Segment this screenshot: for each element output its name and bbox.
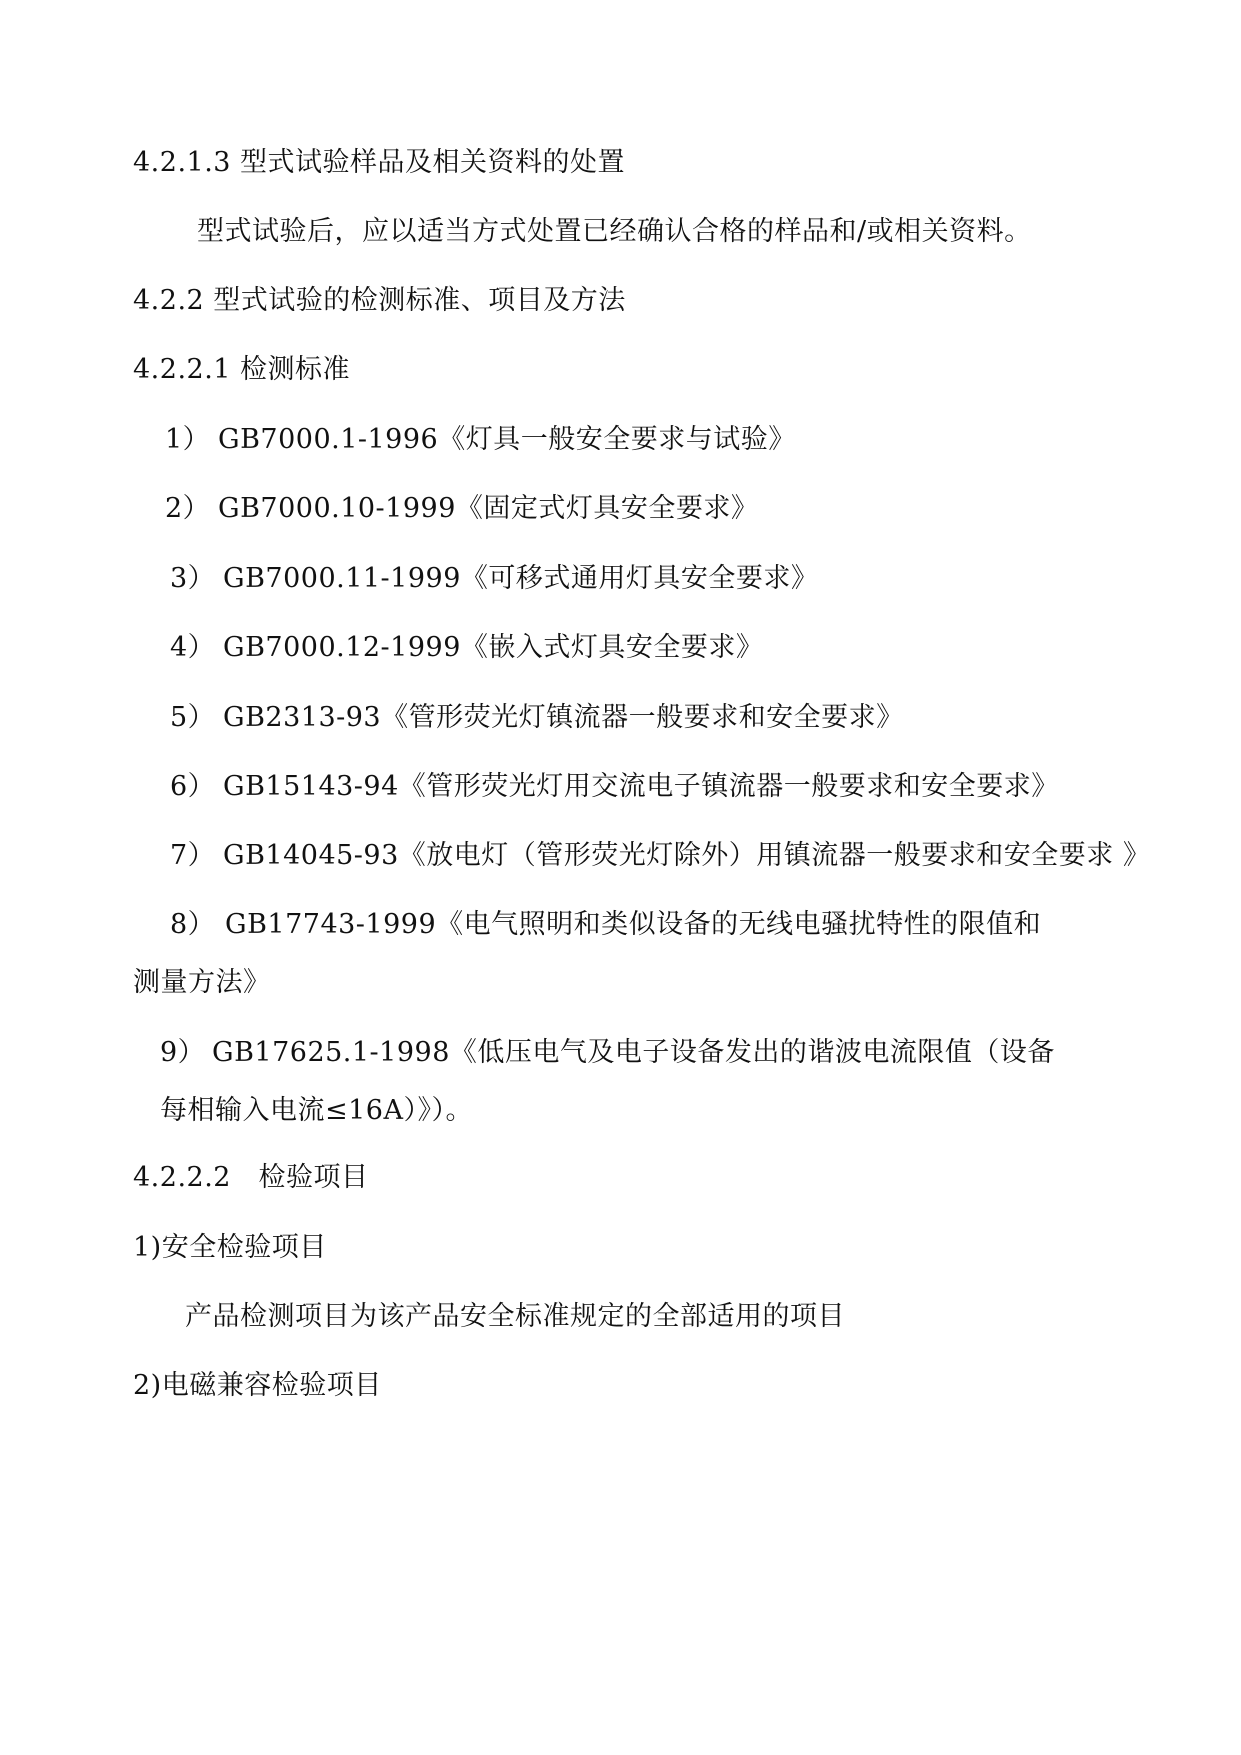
standard-item-text: GB14045-93《放电灯（管形荧光灯除外）用镇流器一般要求和安全要求 》 [223, 840, 1151, 871]
standard-item-number: 5） [170, 702, 216, 733]
section-heading-4-2-2-1: 4.2.2.1 检测标准 [133, 354, 351, 385]
standard-item-number: 1） [165, 424, 211, 455]
standard-item-text: GB7000.10-1999《固定式灯具安全要求》 [218, 493, 759, 524]
standard-item-text: GB7000.1-1996《灯具一般安全要求与试验》 [218, 424, 796, 455]
section-paragraph-4-2-1-3: 型式试验后，应以适当方式处置已经确认合格的样品和/或相关资料。 [197, 216, 1032, 247]
safety-items-heading: 1)安全检验项目 [133, 1232, 327, 1263]
standard-item-number: 4） [170, 632, 216, 663]
standard-item-text: GB17743-1999《电气照明和类似设备的无线电骚扰特性的限值和 [225, 909, 1042, 940]
standard-item-text: GB7000.11-1999《可移式通用灯具安全要求》 [223, 563, 819, 594]
standard-item-continuation: 每相输入电流≤16A）》）。 [160, 1095, 473, 1126]
emc-items-heading: 2)电磁兼容检验项目 [133, 1370, 382, 1401]
section-heading-4-2-2-2: 4.2.2.2 检验项目 [133, 1162, 369, 1193]
standard-item-text: GB15143-94《管形荧光灯用交流电子镇流器一般要求和安全要求》 [223, 771, 1059, 802]
standard-item-number: 2） [165, 493, 211, 524]
safety-items-paragraph: 产品检测项目为该产品安全标准规定的全部适用的项目 [185, 1301, 845, 1332]
standard-item-number: 7） [170, 840, 216, 871]
standard-item-text: GB7000.12-1999《嵌入式灯具安全要求》 [223, 632, 764, 663]
section-heading-4-2-2: 4.2.2 型式试验的检测标准、项目及方法 [133, 285, 626, 316]
standard-item-number: 6） [170, 771, 216, 802]
standard-item-text: GB2313-93《管形荧光灯镇流器一般要求和安全要求》 [223, 702, 904, 733]
standard-item-number: 9） [160, 1037, 206, 1068]
standard-item-continuation: 测量方法》 [133, 967, 271, 998]
standard-item-number: 3） [170, 563, 216, 594]
standard-item-text: GB17625.1-1998《低压电气及电子设备发出的谐波电流限值（设备 [212, 1037, 1055, 1068]
standard-item-number: 8） [170, 909, 216, 940]
section-heading-4-2-1-3: 4.2.1.3 型式试验样品及相关资料的处置 [133, 147, 626, 178]
